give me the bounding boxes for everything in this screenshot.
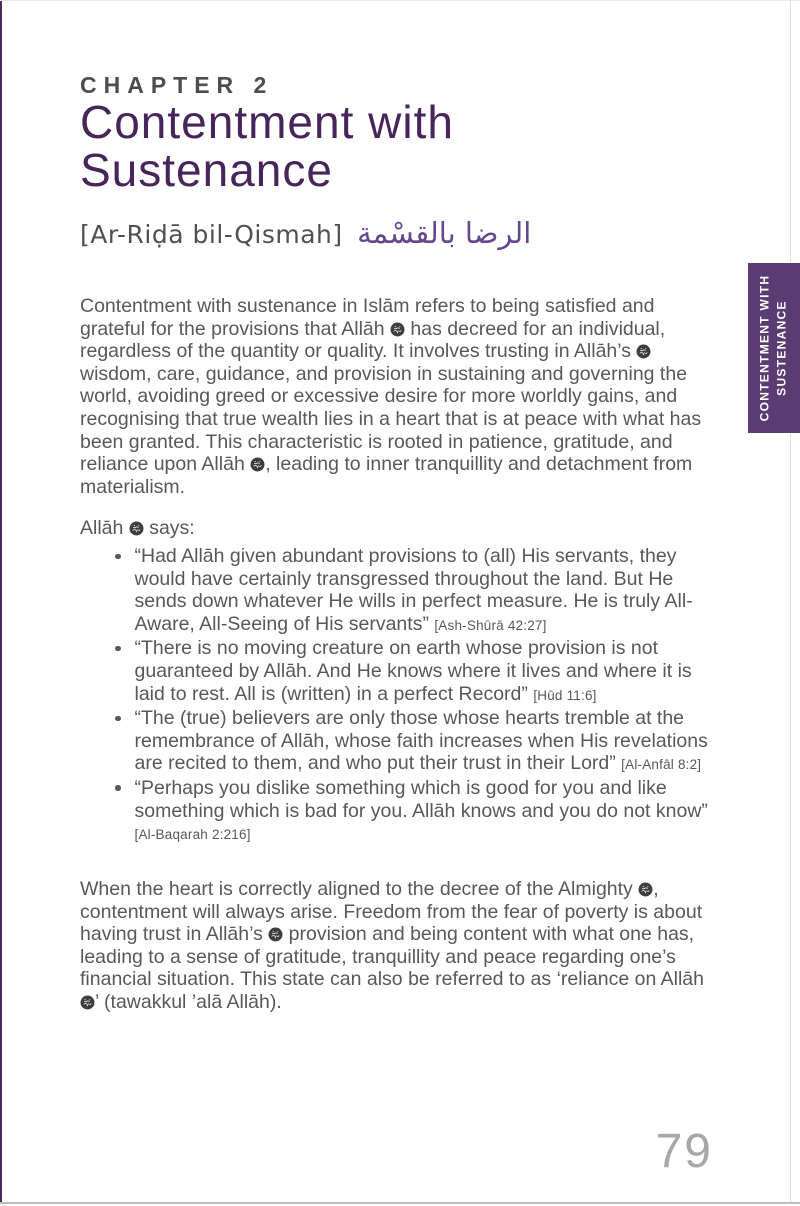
allah-honorific-medallion-icon: [250, 457, 265, 472]
chapter-side-tab: [748, 263, 800, 433]
allah-honorific-medallion-icon: [638, 882, 653, 897]
page-title: [80, 98, 454, 194]
subtitle-transliteration: [Ar-Riḍā bil-Qismah]: [80, 220, 343, 249]
allah-honorific-medallion-icon: [390, 322, 405, 337]
verse-reference: [Ash-Shūrā 42:27]: [434, 617, 547, 633]
bullet-dot: [115, 716, 121, 722]
bullet-dot: [115, 554, 121, 560]
verse-text: “There is no moving creature on earth whose provision is not guaranteed by Allāh. And He knows where it lives and where it is laid to rest. All is (written) in a perfect Record” [Hūd 11:6]: [134, 637, 692, 705]
allah-says-line: Allāh says:: [80, 517, 195, 539]
page-number: 79: [655, 1125, 713, 1178]
closing-paragraph: When the heart is correctly aligned to the decree of the Almighty , contentment will always arise. Freedom from the fear of poverty is about having trust in Allāh’s provision and being content with what one has, leading to a sense of gratitude, tranquillity and peace regarding one’s financial situation. This state can also be referred to as ‘reliance on Allāh ’ (tawakkul ’alā Allāh).: [80, 878, 704, 1013]
page-left-accent-strip: [0, 0, 2, 1204]
page-title-line1: Contentment with: [80, 96, 454, 148]
subtitle-arabic-text: الرضا بالقسْمة: [357, 216, 532, 250]
page-top-edge: [0, 0, 800, 1]
chapter-label: CHAPTER 2: [80, 72, 274, 98]
allah-honorific-medallion-icon: [268, 927, 283, 942]
verse-text: “Perhaps you dislike something which is good for you and like something which is bad for you. Allāh knows and you do not know” [Al-Baqarah 2:216]: [134, 776, 708, 843]
verse-reference: [Hūd 11:6]: [533, 687, 597, 703]
side-tab-line1: CONTENTMENT WITH: [757, 274, 772, 422]
list-item: [80, 707, 712, 777]
allah-honorific-medallion-icon: [80, 995, 95, 1010]
list-item: [80, 777, 712, 847]
allah-honorific-medallion-icon: [129, 521, 144, 536]
page-title-line2: Sustenance: [80, 144, 333, 196]
bullet-dot: [115, 785, 121, 791]
verse-reference: [Al-Baqarah 2:216]: [134, 827, 251, 843]
bullet-dot: [115, 646, 121, 652]
verse-reference: [Al-Anfāl 8:2]: [621, 757, 702, 773]
list-item: [80, 545, 712, 637]
side-tab-label: [757, 275, 792, 422]
chapter-subtitle: [80, 216, 531, 250]
list-item: [80, 637, 712, 707]
verse-text: “The (true) believers are only those whose hearts tremble at the remembrance of Allāh, whose faith increases when His revelations are recited to them, and who put their trust in their Lord” [Al-Anfāl 8:2]: [134, 707, 708, 775]
side-tab-line2: SUSTENANCE: [775, 300, 789, 396]
page-right-edge: [790, 0, 791, 1204]
verse-text: “Had Allāh given abundant provisions to (all) His servants, they would have certainly transgressed throughout the land. But He sends down whatever He wills in perfect measure. He is truly All-Aware, All-Seeing of His servants” [Ash-Shūrā 42:27]: [134, 545, 693, 635]
allah-honorific-medallion-icon: [636, 344, 651, 359]
quran-verse-list: [80, 545, 712, 847]
page-bottom-edge: [0, 1202, 800, 1204]
intro-paragraph: Contentment with sustenance in Islām refers to being satisfied and grateful for the provisions that Allāh has decreed for an individual, regardless of the quantity or quality. It involves trusting in Allāh’s wisdom, care, guidance, and provision in sustaining and governing the world, avoiding greed or excessive desire for more worldly gains, and recognising that true wealth lies in a heart that is at peace with what has been granted. This characteristic is rooted in patience, gratitude, and reliance upon Allāh , leading to inner tranquillity and detachment from materialism.: [80, 295, 702, 498]
